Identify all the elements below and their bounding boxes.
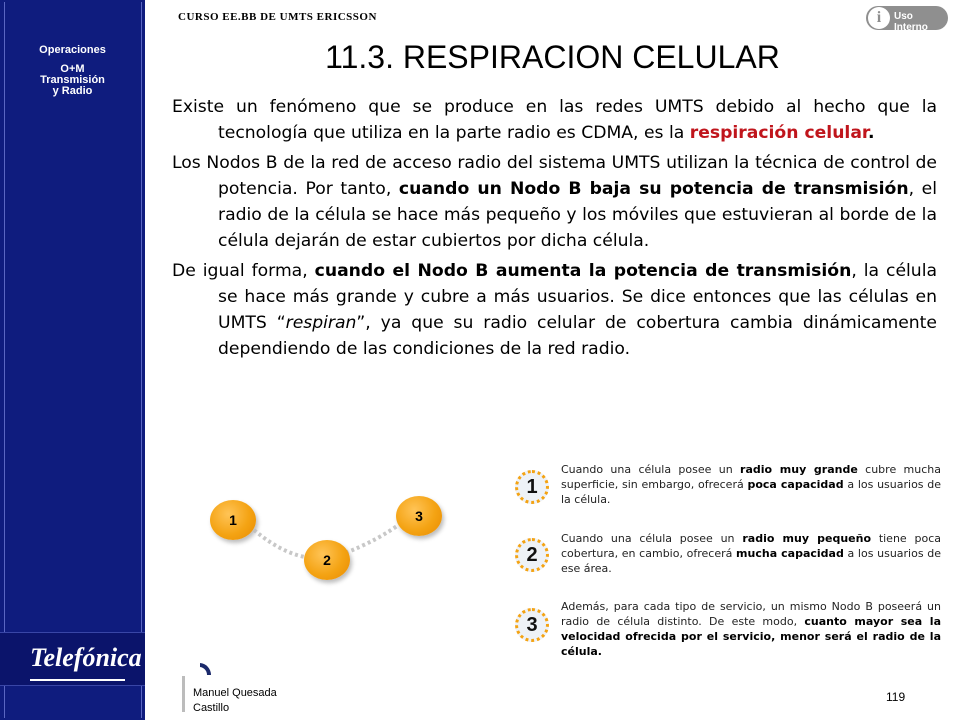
sidebar-frame bbox=[4, 2, 142, 718]
exp2-t3: a los usuarios de ese área. bbox=[561, 547, 941, 575]
number-badge-2: 2 bbox=[515, 538, 549, 572]
node-3: 3 bbox=[396, 496, 442, 536]
telefonica-logo bbox=[0, 632, 145, 686]
exp2-b1: radio muy pequeño bbox=[742, 532, 872, 545]
exp1-t3: a los usuarios de la célula. bbox=[561, 478, 942, 506]
node-1: 1 bbox=[210, 500, 256, 540]
p3-text-mid: , la célula se hace más grande y cubre a más usuarios. Se dice entonces que las células en UMTS “ bbox=[218, 261, 937, 333]
p2-bold: cuando un Nodo B baja su potencia de transmisión bbox=[398, 179, 909, 199]
number-badge-3: 3 bbox=[515, 608, 549, 642]
sidebar-line-2: O+M bbox=[60, 63, 85, 75]
author bbox=[193, 686, 277, 716]
paragraph-1 bbox=[172, 94, 937, 146]
node-diagram bbox=[200, 460, 500, 680]
p1-text: Existe un fenómeno que se produce en las redes UMTS debido al hecho que la tecnología que utiliza en la parte radio es CDMA, es la bbox=[172, 97, 937, 143]
p3-bold: cuando el Nodo B aumenta la potencia de transmisión bbox=[314, 261, 852, 281]
node-links bbox=[200, 460, 500, 680]
number-badge-1: 1 bbox=[515, 470, 549, 504]
author-line-2: Castillo bbox=[193, 702, 230, 714]
explanation-panel bbox=[505, 456, 947, 681]
author-line-1: Manuel Quesada bbox=[193, 687, 277, 699]
exp3-b1: cuanto mayor sea la velocidad ofrecida por el servicio, menor será el radio de la célula. bbox=[561, 615, 942, 658]
p1-highlight: respiración celular bbox=[689, 123, 868, 143]
badge-label: Uso Interno bbox=[894, 11, 928, 33]
logo-underline bbox=[30, 679, 125, 681]
p3-italic: respiran bbox=[285, 313, 357, 333]
page-title: 11.3. RESPIRACION CELULAR bbox=[325, 39, 780, 75]
footer-divider bbox=[182, 676, 185, 712]
p3-text: De igual forma, bbox=[172, 261, 315, 281]
sidebar-line-1: Operaciones bbox=[39, 44, 106, 56]
sidebar-line-4: y Radio bbox=[52, 85, 93, 97]
body-text bbox=[172, 94, 937, 366]
uso-interno-badge bbox=[866, 6, 948, 33]
sidebar-line-3: Transmisión bbox=[40, 74, 105, 86]
exp1-t2: cubre mucha superficie, sin embargo, ofrecerá bbox=[561, 463, 941, 491]
node-2: 2 bbox=[304, 540, 350, 580]
explanation-text-3 bbox=[561, 599, 941, 659]
explanation-text-2 bbox=[561, 531, 941, 576]
exp1-t1: Cuando una célula posee un bbox=[561, 463, 741, 476]
exp2-t2: tiene poca cobertura, en cambio, ofrecerá bbox=[561, 532, 941, 560]
sidebar bbox=[0, 0, 145, 720]
exp3-t1: Además, para cada tipo de servicio, un mismo Nodo B poseerá un radio de célula distinto. De este modo, bbox=[561, 600, 941, 628]
exp1-b2: poca capacidad bbox=[747, 478, 844, 491]
explanation-text-1 bbox=[561, 462, 941, 507]
page-number: 119 bbox=[886, 690, 906, 704]
info-icon: i bbox=[868, 7, 890, 29]
exp2-t1: Cuando una célula posee un bbox=[561, 532, 743, 545]
p2-text-end: , el radio de la célula se hace más pequeño y los móviles que estuvieran al borde de la célula dejarán de estar cubiertos por dicha célula. bbox=[218, 179, 937, 251]
corner-arc-icon bbox=[198, 662, 212, 676]
paragraph-3 bbox=[172, 258, 937, 362]
paragraph-2 bbox=[172, 150, 937, 254]
p2-text: Los Nodos B de la red de acceso radio del sistema UMTS utilizan la técnica de control de potencia. Por tanto, bbox=[172, 153, 937, 199]
p1-period: . bbox=[867, 123, 875, 143]
exp2-b2: mucha capacidad bbox=[736, 547, 844, 560]
p3-text-end: ”, ya que su radio celular de cobertura cambia dinámicamente dependiendo de las condiciones de la red radio. bbox=[218, 313, 937, 359]
exp1-b1: radio muy grande bbox=[740, 463, 858, 476]
course-header: CURSO EE.BB DE UMTS ERICSSON bbox=[178, 11, 377, 23]
logo-text: Telefónica bbox=[30, 643, 142, 672]
